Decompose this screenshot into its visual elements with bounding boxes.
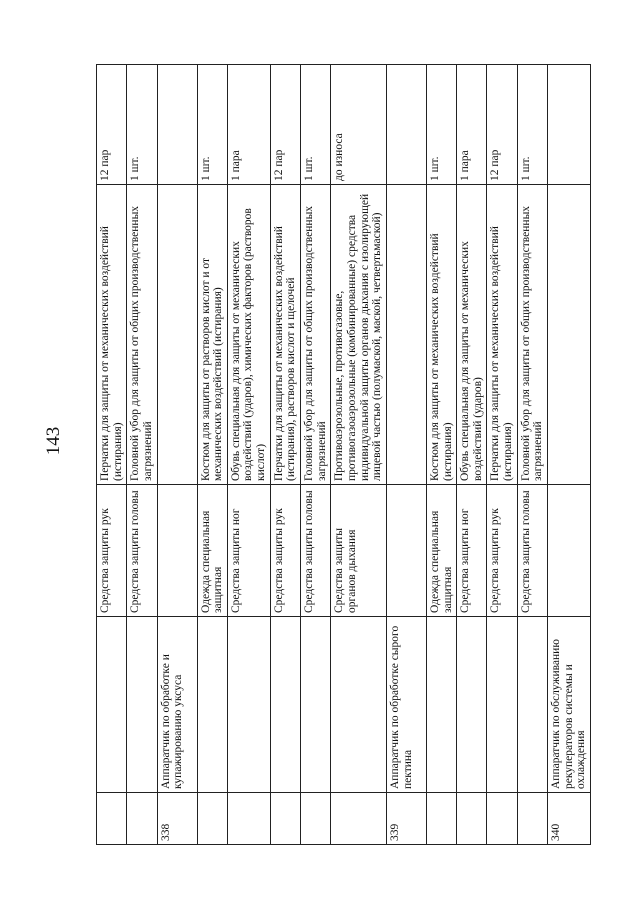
table-row	[270, 65, 300, 845]
row-number-cell	[426, 793, 456, 845]
table-row	[157, 65, 197, 845]
table-row	[331, 65, 387, 845]
row-number-cell: 339	[386, 793, 426, 845]
table-row	[548, 65, 591, 845]
ppe-type-cell: Средства защиты головы	[517, 485, 547, 617]
norm-cell	[548, 65, 591, 185]
table-body	[97, 65, 591, 845]
row-number-cell	[457, 793, 487, 845]
row-number-cell	[487, 793, 517, 845]
ppe-name-cell: Головной убор для защиты от общих производственных загрязнений	[301, 185, 331, 485]
ppe-name-cell: Обувь специальная для защиты от механических воздействий (ударов)	[457, 185, 487, 485]
ppe-type-cell: Средства защиты рук	[97, 485, 127, 617]
ppe-norms-table	[96, 64, 591, 845]
profession-cell	[227, 617, 270, 793]
table-rotator	[96, 65, 588, 845]
table-row	[227, 65, 270, 845]
row-number-cell	[197, 793, 227, 845]
profession-cell	[301, 617, 331, 793]
ppe-name-cell: Перчатки для защиты от механических воздействий (истирания), растворов кислот и щелочей	[270, 185, 300, 485]
ppe-name-cell: Перчатки для защиты от механических воздействий (истирания)	[487, 185, 517, 485]
table-row	[487, 65, 517, 845]
table-row	[97, 65, 127, 845]
norm-cell: 12 пар	[97, 65, 127, 185]
table-row	[197, 65, 227, 845]
row-number-cell	[270, 793, 300, 845]
table-row	[127, 65, 157, 845]
norm-cell: 12 пар	[270, 65, 300, 185]
ppe-name-cell: Головной убор для защиты от общих производственных загрязнений	[517, 185, 547, 485]
row-number-cell	[97, 793, 127, 845]
ppe-type-cell: Средства защиты ног	[227, 485, 270, 617]
table-row	[386, 65, 426, 845]
norm-cell: 1 шт.	[197, 65, 227, 185]
ppe-name-cell: Костюм для защиты от растворов кислот и от механических воздействий (истирания)	[197, 185, 227, 485]
profession-cell	[331, 617, 387, 793]
ppe-type-cell: Одежда специальная защитная	[197, 485, 227, 617]
ppe-name-cell	[157, 185, 197, 485]
profession-cell	[457, 617, 487, 793]
norm-cell: 12 пар	[487, 65, 517, 185]
table-row	[517, 65, 547, 845]
norm-cell	[386, 65, 426, 185]
ppe-type-cell: Средства защиты головы	[127, 485, 157, 617]
ppe-name-cell: Костюм для защиты от механических воздействий (истирания)	[426, 185, 456, 485]
ppe-name-cell: Перчатки для защиты от механических воздействий (истирания)	[97, 185, 127, 485]
norm-cell	[157, 65, 197, 185]
norm-cell: до износа	[331, 65, 387, 185]
profession-cell	[487, 617, 517, 793]
profession-cell: Аппаратчик по обработке сырого пектина	[386, 617, 426, 793]
profession-cell	[197, 617, 227, 793]
ppe-name-cell: Головной убор для защиты от общих производственных загрязнений	[127, 185, 157, 485]
row-number-cell	[517, 793, 547, 845]
row-number-cell	[227, 793, 270, 845]
ppe-name-cell: Противоаэрозольные, противогазовые, противогазоаэрозольные (комбинированные) средства индивидуальной защиты органов дыхания с изолирующей лицевой частью (полумаской, маской, четвертьмаской)	[331, 185, 387, 485]
row-number-cell: 338	[157, 793, 197, 845]
table-frame	[96, 65, 588, 845]
profession-cell	[517, 617, 547, 793]
profession-cell	[426, 617, 456, 793]
ppe-type-cell: Одежда специальная защитная	[426, 485, 456, 617]
norm-cell: 1 пара	[227, 65, 270, 185]
row-number-cell	[127, 793, 157, 845]
row-number-cell	[331, 793, 387, 845]
norm-cell: 1 шт.	[301, 65, 331, 185]
ppe-type-cell	[157, 485, 197, 617]
profession-cell: Аппаратчик по обслуживанию рекуператоров системы и охлаждения	[548, 617, 591, 793]
ppe-name-cell	[386, 185, 426, 485]
ppe-type-cell: Средства защиты ног	[457, 485, 487, 617]
page-number: 143	[43, 426, 64, 456]
table-row	[301, 65, 331, 845]
ppe-type-cell	[386, 485, 426, 617]
norm-cell: 1 шт.	[426, 65, 456, 185]
table-row	[426, 65, 456, 845]
profession-cell	[97, 617, 127, 793]
ppe-type-cell: Средства защиты органов дыхания	[331, 485, 387, 617]
norm-cell: 1 шт.	[127, 65, 157, 185]
row-number-cell: 340	[548, 793, 591, 845]
ppe-name-cell: Обувь специальная для защиты от механических воздействий (ударов), химических факторов (растворов кислот)	[227, 185, 270, 485]
table-row	[457, 65, 487, 845]
norm-cell: 1 шт.	[517, 65, 547, 185]
norm-cell: 1 пара	[457, 65, 487, 185]
ppe-type-cell	[548, 485, 591, 617]
row-number-cell	[301, 793, 331, 845]
ppe-name-cell	[548, 185, 591, 485]
ppe-type-cell: Средства защиты головы	[301, 485, 331, 617]
profession-cell: Аппаратчик по обработке и купажированию уксуса	[157, 617, 197, 793]
profession-cell	[127, 617, 157, 793]
ppe-type-cell: Средства защиты рук	[487, 485, 517, 617]
profession-cell	[270, 617, 300, 793]
ppe-type-cell: Средства защиты рук	[270, 485, 300, 617]
